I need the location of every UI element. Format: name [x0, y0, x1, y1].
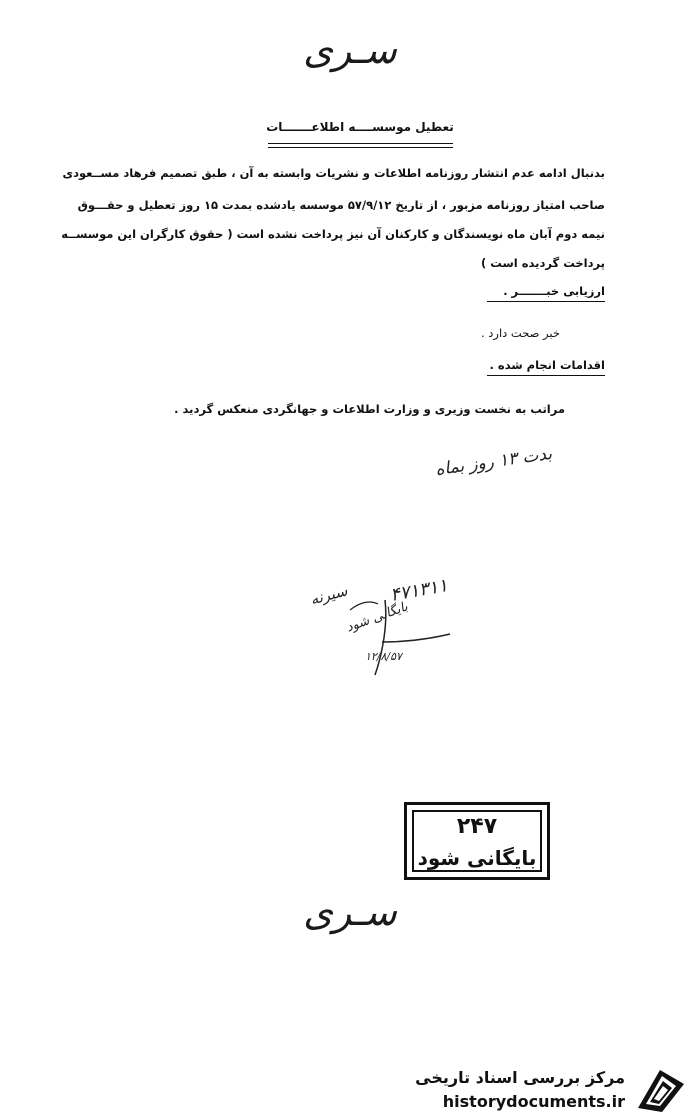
body-line-1: بدنبال ادامه عدم انتشار روزنامه اطلاعات و نشریات وابسته به آن ، طبق تصمیم فرهاد مســعودی	[62, 166, 605, 180]
document-subject: تعطیل موسســــه اطلاعـــــــات	[266, 120, 454, 134]
signature-number: ۴۷۱۳۱۱	[388, 575, 450, 606]
subject-underline	[268, 143, 453, 144]
classification-header: سـری	[303, 28, 397, 72]
evaluation-label: ارزیابی خبـــــــر .	[503, 284, 605, 298]
body-line-3: نیمه دوم آبان ماه نویسندگان و کارکنان آن نیز پرداخت نشده است ( حقوق کارگران این موسســه	[61, 227, 605, 241]
body-line-4: پرداخت گردیده است )	[481, 256, 605, 270]
stamp-inner-border	[412, 810, 542, 872]
stamp-number: ۲۴۷	[456, 814, 498, 839]
signature-date: ۱۲/۸/۵۷	[365, 650, 402, 663]
handwritten-note: بدت ۱۳ روز بماه	[434, 443, 554, 481]
signature-block	[290, 575, 490, 690]
classification-footer: سـری	[303, 890, 397, 934]
actions-underline	[487, 375, 605, 376]
news-status: خبر صحت دارد .	[480, 326, 560, 340]
distribution-note: مراتب به نخست وزیری و وزارت اطلاعات و جهانگردی منعکس گردید .	[174, 402, 565, 416]
center-name: مرکز بررسی اسناد تاریخی	[415, 1068, 625, 1087]
subject-underline-double	[268, 147, 453, 148]
signature-annotation: بایگانی شود	[344, 599, 410, 636]
signature-name: سیرنه	[308, 581, 350, 609]
watermark-footer	[400, 1060, 700, 1119]
archive-stamp	[404, 802, 550, 880]
stamp-text: بایگانی شود	[417, 846, 537, 870]
actions-label: اقدامات انجام شده .	[489, 358, 605, 372]
center-url[interactable]: historydocuments.ir	[442, 1092, 625, 1111]
evaluation-underline	[487, 301, 605, 302]
document-center-logo-icon	[632, 1064, 690, 1116]
body-line-2: صاحب امتیاز روزنامه مزبور ، از تاریخ ۵۷/۹/۱۲ موسسه یادشده بمدت ۱۵ روز تعطیل و حقـــوق	[77, 198, 605, 212]
